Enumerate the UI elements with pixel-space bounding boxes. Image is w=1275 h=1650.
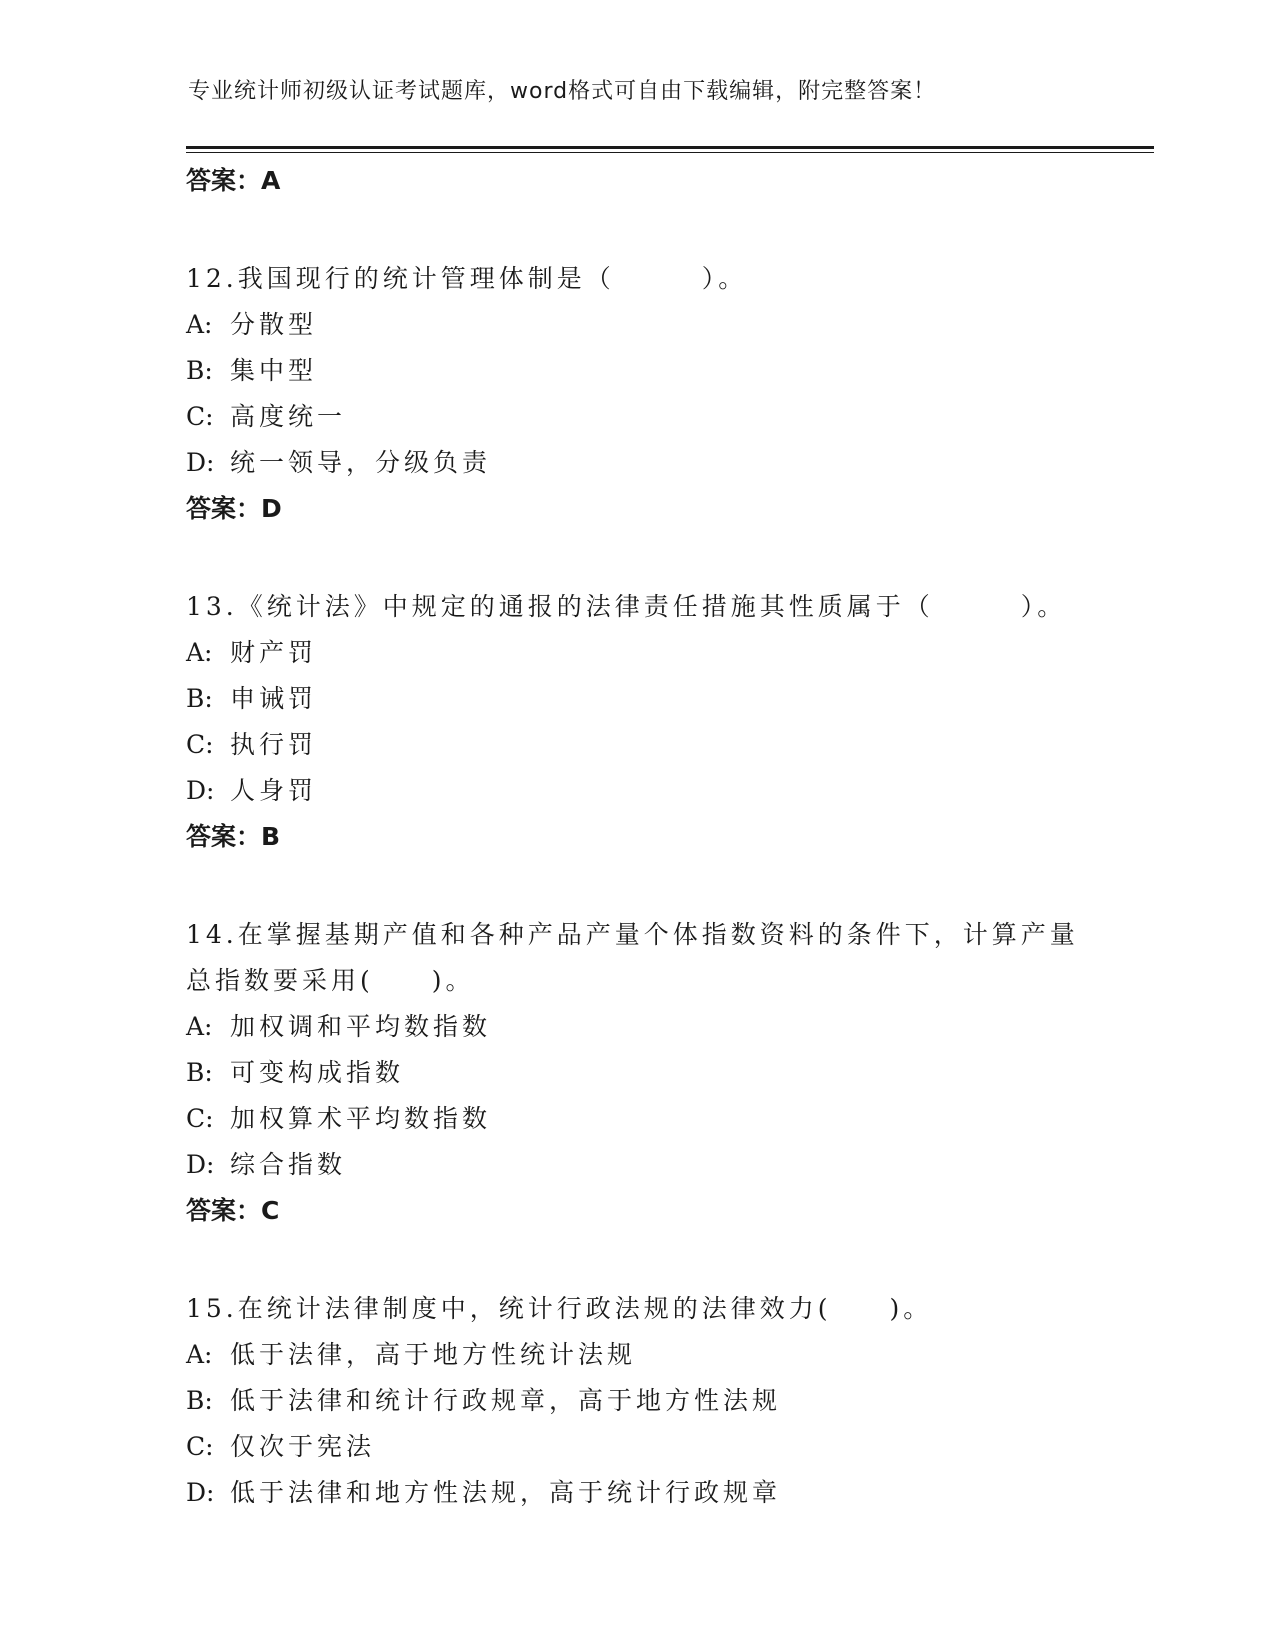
question-text: 《统计法》中规定的通报的法律责任措施其性质属于（ ）。 — [237, 592, 1067, 621]
option-b — [186, 1050, 1086, 1096]
option-c — [186, 1096, 1086, 1142]
option-letter: D: — [186, 1478, 215, 1507]
option-text: 综合指数 — [230, 1150, 347, 1179]
option-c — [186, 1424, 1086, 1470]
spacer — [186, 860, 1086, 912]
option-letter: B: — [186, 684, 213, 713]
question-number: 15. — [186, 1294, 238, 1323]
option-text: 低于法律和统计行政规章，高于地方性法规 — [230, 1386, 782, 1415]
option-letter: D: — [186, 776, 215, 805]
option-text: 执行罚 — [230, 730, 318, 759]
option-text: 申诫罚 — [230, 684, 318, 713]
header-rule-thick — [186, 146, 1154, 149]
option-c — [186, 394, 1086, 440]
page-header: 专业统计师初级认证考试题库，word格式可自由下载编辑，附完整答案！ — [188, 79, 937, 104]
option-c — [186, 722, 1086, 768]
answer-line-11: 答案：A — [186, 166, 281, 195]
question-number: 12. — [186, 264, 238, 293]
option-letter: D: — [186, 448, 215, 477]
option-letter: A: — [186, 638, 213, 667]
option-letter: B: — [186, 1386, 213, 1415]
option-text: 集中型 — [230, 356, 318, 385]
question-12 — [186, 256, 1086, 302]
spacer — [186, 532, 1086, 584]
option-b — [186, 676, 1086, 722]
option-a — [186, 302, 1086, 348]
question-list — [186, 158, 1086, 1516]
option-letter: C: — [186, 730, 214, 759]
option-text: 低于法律和地方性法规，高于统计行政规章 — [230, 1478, 782, 1507]
question-15 — [186, 1286, 1086, 1332]
option-text: 加权算术平均数指数 — [230, 1104, 492, 1133]
option-text: 统一领导，分级负责 — [230, 448, 492, 477]
question-14 — [186, 912, 1086, 1004]
option-d — [186, 768, 1086, 814]
option-text: 可变构成指数 — [230, 1058, 405, 1087]
answer-line-13: 答案：B — [186, 822, 281, 851]
header-rule-thin — [186, 152, 1154, 153]
option-d — [186, 1470, 1086, 1516]
option-b — [186, 1378, 1086, 1424]
option-letter: D: — [186, 1150, 215, 1179]
option-a — [186, 1004, 1086, 1050]
option-letter: C: — [186, 1104, 214, 1133]
option-text: 低于法律，高于地方性统计法规 — [230, 1340, 637, 1369]
question-number: 13. — [186, 592, 238, 621]
option-text: 分散型 — [230, 310, 318, 339]
question-number: 14. — [186, 920, 238, 949]
option-text: 财产罚 — [230, 638, 318, 667]
question-text: 在统计法律制度中，统计行政法规的法律效力( )。 — [237, 1294, 933, 1323]
question-13 — [186, 584, 1086, 630]
option-letter: A: — [186, 310, 213, 339]
option-text: 人身罚 — [230, 776, 318, 805]
option-letter: A: — [186, 1340, 213, 1369]
option-d — [186, 1142, 1086, 1188]
spacer — [186, 1234, 1086, 1286]
option-a — [186, 630, 1086, 676]
option-b — [186, 348, 1086, 394]
option-letter: C: — [186, 1432, 214, 1461]
option-letter: C: — [186, 402, 214, 431]
option-letter: B: — [186, 1058, 213, 1087]
option-a — [186, 1332, 1086, 1378]
answer-line-12: 答案：D — [186, 494, 282, 523]
option-text: 高度统一 — [230, 402, 347, 431]
option-text: 仅次于宪法 — [230, 1432, 376, 1461]
option-text: 加权调和平均数指数 — [230, 1012, 492, 1041]
option-letter: B: — [186, 356, 213, 385]
question-text: 在掌握基期产值和各种产品产量个体指数资料的条件下，计算产量总指数要采用( )。 — [186, 920, 1079, 995]
spacer — [186, 204, 1086, 256]
option-letter: A: — [186, 1012, 213, 1041]
question-text: 我国现行的统计管理体制是（ ）。 — [237, 264, 748, 293]
answer-line-14: 答案：C — [186, 1196, 280, 1225]
option-d — [186, 440, 1086, 486]
